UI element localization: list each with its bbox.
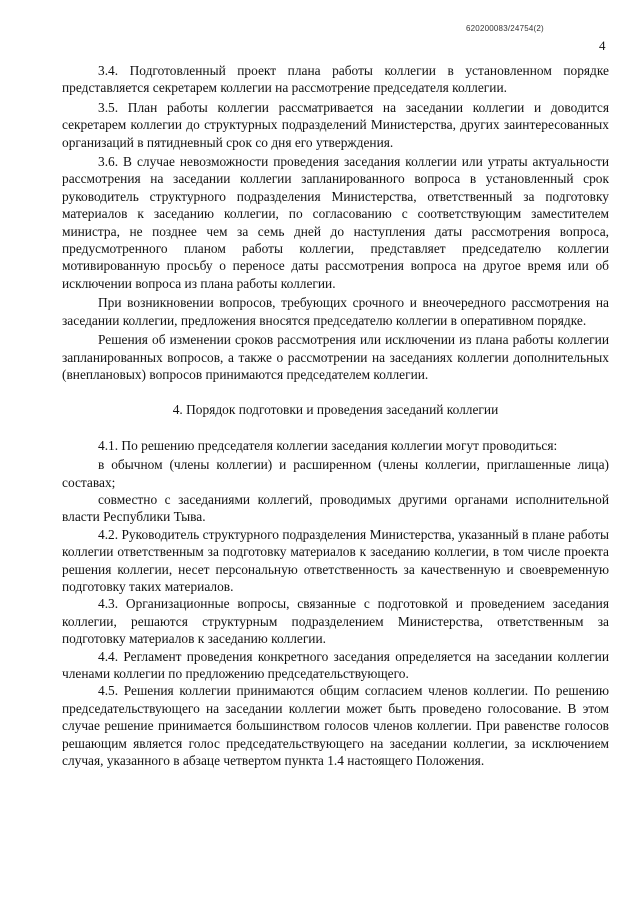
document-body xyxy=(62,62,609,769)
paragraph-3-4: 3.4. Подготовленный проект плана работы коллегии в установленном порядке представляется секретарем коллегии на рассмотрение председателя коллегии. xyxy=(62,63,609,96)
paragraph-schedule-changes: Решения об изменении сроков рассмотрения или исключении из плана работы коллегии запланированных вопросов, а также о рассмотрении на заседаниях коллегии дополнительных (внеплановых) вопросов принимаются председателем коллегии. xyxy=(62,332,609,382)
page-number: 4 xyxy=(599,38,606,53)
paragraph-4-2: 4.2. Руководитель структурного подразделения Министерства, указанный в плане работы коллегии ответственным за подготовку материалов к заседанию коллегии, в том числе проекта решения коллегии, несет персональную ответственность за качественную и своевременную подготовку таких материалов. xyxy=(62,526,609,594)
list-item-regular-session: в обычном (члены коллегии) и расширенном (члены коллегии, приглашенные лица) составах; xyxy=(62,457,609,490)
list-item-joint-session: совместно с заседаниями коллегий, проводимых другими органами исполнительной власти Республики Тыва. xyxy=(62,491,609,525)
paragraph-4-1: 4.1. По решению председателя коллегии заседания коллегии могут проводиться: xyxy=(98,437,558,453)
document-id: 620200083/24754(2) xyxy=(466,24,544,33)
paragraph-3-5: 3.5. План работы коллегии рассматривается на заседании коллегии и доводится секретарем коллегии до структурных подразделений Министерства, других заинтересованных организаций в пятидневный срок со дня его утверждения. xyxy=(62,99,609,150)
paragraph-4-3: 4.3. Организационные вопросы, связанные с подготовкой и проведением заседания коллегии, решаются структурным подразделением Министерства, ответственным за подготовку материалов к заседанию коллегии. xyxy=(62,596,609,647)
paragraph-4-5: 4.5. Решения коллегии принимаются общим согласием членов коллегии. По решению председательствующего на заседании коллегии может быть проведено голосование. В этом случае решение принимается большинством голосов членов коллегии. При равенстве голосов решающим является голос председательствующего на заседании коллегии, за исключением случая, указанного в абзаце четвертом пункта 1.4 настоящего Положения. xyxy=(62,683,609,769)
section-heading: 4. Порядок подготовки и проведения заседаний коллегии xyxy=(172,402,499,418)
paragraph-urgent-questions: При возникновении вопросов, требующих срочного и внеочередного рассмотрения на заседании коллегии, предложения вносятся председателю коллегии в оперативном порядке. xyxy=(62,295,609,328)
paragraph-4-4: 4.4. Регламент проведения конкретного заседания определяется на заседании коллегии членами коллегии по предложению председательствующего. xyxy=(62,648,609,681)
paragraph-3-6: 3.6. В случае невозможности проведения заседания коллегии или утраты актуальности рассмотрения на заседании коллегии запланированного вопроса в установленный срок руководитель структурного подразделения Министерства, ответственный за подготовку материалов к заседанию коллегии, по согласованию с соответствующим заместителем министра, не позднее чем за семь дней до наступления даты рассмотрения вопроса, предусмотренного планом работы коллегии, представляет председателю коллегии мотивированную просьбу о переносе даты рассмотрения вопроса на другое время или об исключении вопроса из плана работы коллегии. xyxy=(62,154,609,291)
